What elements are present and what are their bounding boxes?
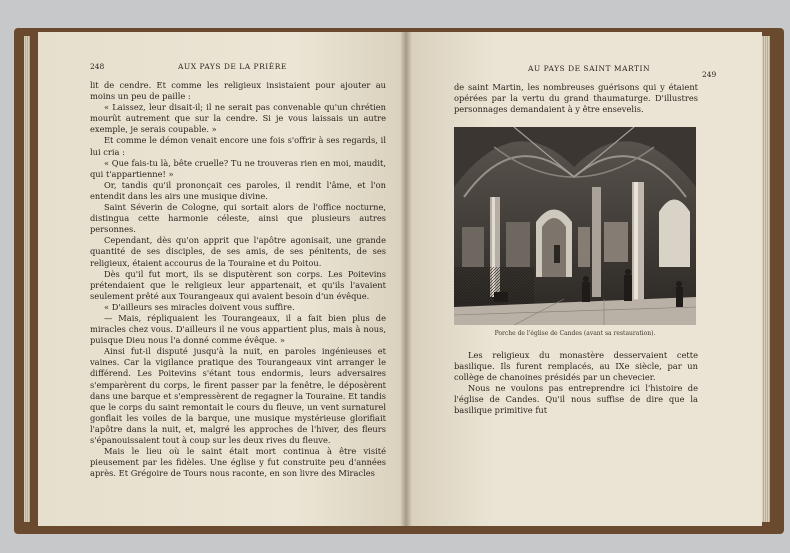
paragraph: « Laissez, leur disait-il; il ne serait pas convenable qu'un chrétien mourût autrement que sur la cendre. Si je vous laissais un autre exemple, je serais coupable. » [90,102,386,135]
paragraph: Les religieux du monastère desservaient cette basilique. Ils furent remplacés, au IXe siècle, par un collège de chanoines présidés par un chevecier. [454,350,698,383]
paragraph: Or, tandis qu'il prononçait ces paroles, il rendit l'âme, et l'on entendit dans les airs une musique divine. [90,179,386,201]
right-running-head: AU PAYS DE SAINT MARTIN [528,64,651,73]
left-page-number: 248 [90,62,105,71]
right-page-edges [762,36,770,522]
paragraph: Saint Séverin de Cologne, qui sortait alors de l'office nocturne, distingua cette harmonie céleste, ainsi que plusieurs autres personnes. [90,202,386,235]
paragraph: Mais le lieu où le saint était mort continua à être visité pieusement par les fidèles. Une église y fut construite peu d'années après. Et Grégoire de Tours nous raconte, en son livre des Miracles [90,446,386,479]
right-bottom-text [454,350,698,417]
left-page-edges [24,36,30,522]
paragraph: « D'ailleurs ses miracles doivent vous suffire. [104,301,295,312]
paragraph: lit de cendre. Et comme les religieux insistaient pour ajouter au moins un peu de paille : [90,80,386,102]
paragraph: Ainsi fut-il disputé jusqu'à la nuit, en paroles ingénieuses et vaines. Car la vigilance pratique des Tourangeaux vint arranger le différend. Les Poitevins s'étant tous endormis, leurs adversaires s'emparèrent du corps, le firent passer par la fenêtre, le déposèrent dans une barque et s'empressèrent de regagner la Touraine. Et tandis que le corps du saint remontait le cours du fleuve, un vent surnaturel gonflait les voiles de la barque, une musique mystérieuse glorifiait l'apôtre dans la nuit, et, malgré les approches de l'hiver, des fleurs s'épanouissaient tout à coup sur les deux rives du fleuve. [90,346,386,445]
paragraph: de saint Martin, les nombreuses guérisons qui y étaient opérées par la vertu du grand thaumaturge. D'illustres personnages demandaient à y être ensevelis. [454,82,698,115]
church-porch-engraving [454,127,696,325]
left-page [38,32,406,526]
paragraph: « Que fais-tu là, bête cruelle? Tu ne trouveras rien en moi, maudit, qui t'appartienne! » [90,157,386,179]
right-page-number: 249 [702,70,717,79]
left-page-body [90,80,386,479]
right-page [406,32,762,526]
paragraph: Nous ne voulons pas entreprendre ici l'histoire de l'église de Candes. Qu'il nous suffise de dire que la basilique primitive fut [454,383,698,416]
paragraph: — Mais, répliquaient les Tourangeaux, il a fait bien plus de miracles chez vous. D'ailleurs il ne vous appartient plus, mais à nous, puisque Dieu nous l'a donné comme évêque. » [90,312,386,346]
right-top-text [454,82,698,115]
illustration-caption: Porche de l'église de Candes (avant sa restauration). [494,330,656,337]
book-gutter [400,32,412,526]
paragraph: Dès qu'il fut mort, ils se disputèrent son corps. Les Poitevins prétendaient que le religieux leur appartenait, et qu'ils l'avaient seulement prêté aux Tourangeaux qui avaient besoin d'un évêque. [90,268,386,301]
paragraph: Cependant, dès qu'on apprit que l'apôtre agonisait, une grande quantité de ses disciples, de ses amis, de ses pénitents, de ses religieux, étaient accourus de la Touraine et du Poitou. [90,235,386,268]
left-running-head: AUX PAYS DE LA PRIÈRE [178,62,287,71]
paragraph: Et comme le démon venait encore une fois s'offrir à ses regards, il lui cria : [90,135,386,157]
